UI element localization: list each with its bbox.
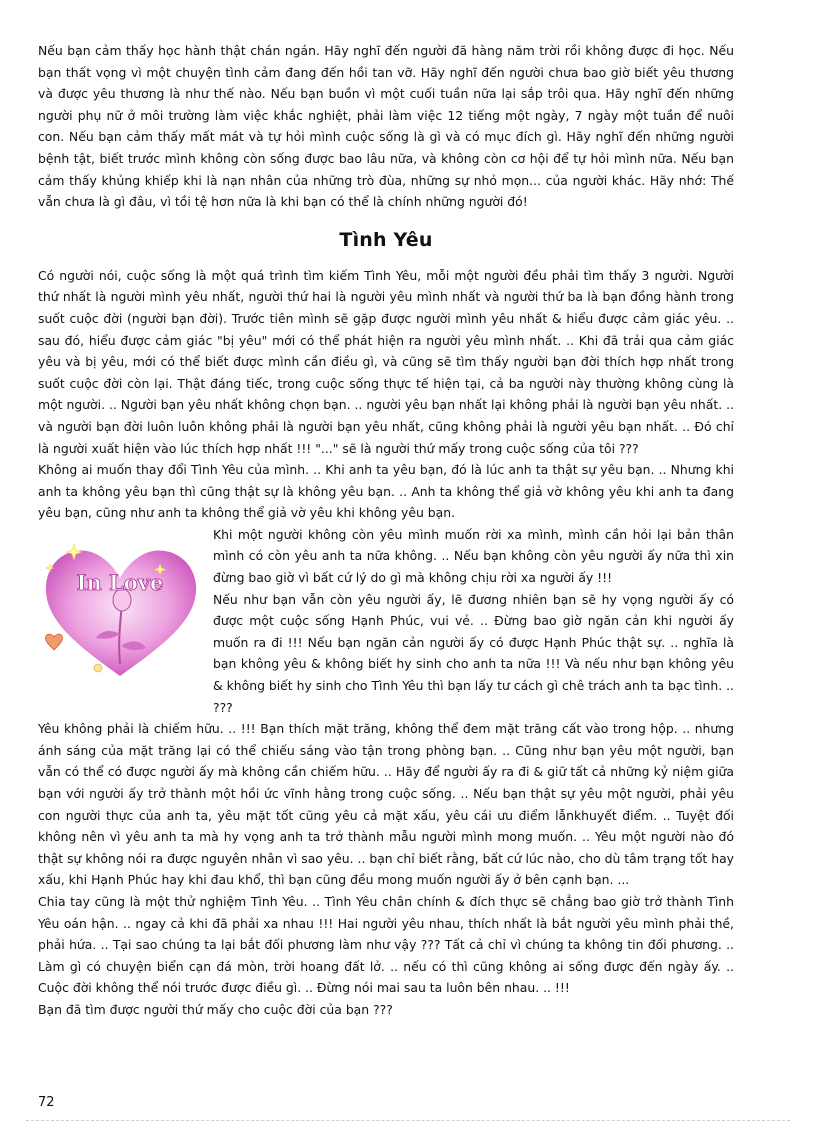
body-paragraph-5: Yêu không phải là chiếm hữu. .. !!! Bạn thích mặt trăng, không thể đem mặt trăng cất vào trong hộp. .. nhưng ánh sáng của mặt trăng lại có thể chiếu sáng vào tận trong phòng bạn. .. Cũng như bạn yêu một người, bạn vẫn có thể có được người ấy mà không cần chiếm hữu. .. Hãy để người ấy ra đi & giữ tất cả những kỷ niệm giữa bạn với người ấy trở thành một hồi ức vĩnh hằng trong cuộc sống. .. Nếu bạn thật sự yêu một người, phải yêu con người thực của anh ta, yêu mặt tốt cũng yêu cả mặt xấu, yêu cái ưu điểm lẫnkhuyết điểm. .. Tuyệt đối không nên vì yêu anh ta mà hy vọng anh ta trở thành mẫu người mình mong muốn. .. Yêu một người nào đó thật sự không nói ra được nguyên nhân vì sao yêu. .. bạn chỉ biết rằng, bất cứ lúc nào, cho dù tâm trạng tốt hay xấu, khi Hạnh Phúc hay khi đau khổ, thì bạn cũng đều mong muốn người ấy ở bên cạnh bạn. ... bbox=[38, 721, 734, 888]
footer-divider bbox=[26, 1120, 790, 1121]
body-paragraph-6: Chia tay cũng là một thử nghiệm Tình Yêu. .. Tình Yêu chân chính & đích thực sẽ chẳng bao giờ trở thành Tình Yêu oán hận. .. ngay cả khi đã phải xa nhau !!! Hai người yêu nhau, thích nhất là bắt người yêu mình phải thề, phải hứa. .. Tại sao chúng ta lại bắt đối phương làm như vậy ??? Tất cả chỉ vì chúng ta không tin đối phương. .. Làm gì có chuyện biển cạn đá mòn, trời hoang đất lở. .. nếu có thì cũng không ai sống được đến ngày ấy. .. Cuộc đời không thể nói trước được điều gì. .. Đừng nói mai sau ta luôn bên nhau. .. !!! bbox=[38, 893, 734, 996]
intro-paragraph: Nếu bạn cảm thấy học hành thật chán ngán. Hãy nghĩ đến người đã hàng năm trời rồi không được đi học. Nếu bạn thất vọng vì một chuyện tình cảm đang đến hồi tan vỡ. Hãy nghĩ đến người chưa bao giờ biết yêu thương và được yêu thương là như thế nào. Nếu bạn buồn vì một cuối tuần nữa lại sắp trôi qua. Hãy nghĩ đến những người phụ nữ ở môi trường làm việc khắc nghiệt, phải làm việc 12 tiếng một ngày, 7 ngày một tuần để nuôi con. Nếu bạn cảm thấy mất mát và tự hỏi mình cuộc sống là gì và có mục đích gì. Hãy nghĩ đến những người bệnh tật, biết trước mình không còn sống được bao lâu nữa, và không còn cơ hội để tự hỏi mình nữa. Nếu bạn cảm thấy khủng khiếp khi là nạn nhân của những trò đùa, những sự nhỏ mọn... của người khác. Hãy nhớ: Thế vẫn chưa là gì đâu, vì tồi tệ hơn nữa là khi bạn có thể là chính những người đó! bbox=[38, 43, 734, 210]
body-paragraph-2: Không ai muốn thay đổi Tình Yêu của mình. .. Khi anh ta yêu bạn, đó là lúc anh ta thật sự yêu bạn. .. Nhưng khi anh ta không yêu bạn thì cũng thật sự là không yêu bạn. .. Anh ta không thể giả vờ không yêu khi anh ta đang yêu bạn, cũng như anh ta không thể giả vờ yêu khi không yêu bạn. bbox=[38, 462, 734, 521]
in-love-caption: In Love bbox=[76, 569, 164, 595]
body-paragraph-3: Khi một người không còn yêu mình muốn rời xa mình, mình cần hỏi lại bản thân mình có còn yêu anh ta nữa không. .. Nếu bạn không còn yêu người ấy nữa thì xin đừng bao giờ vì bất cứ lý do gì mà không chịu rời xa người ấy !!! bbox=[213, 526, 734, 586]
section-title: Tình Yêu bbox=[339, 228, 433, 251]
flower-dot-icon bbox=[94, 664, 102, 672]
in-love-heart-image bbox=[38, 524, 213, 718]
page-number: 72 bbox=[38, 1095, 55, 1110]
body-paragraph-1: Có người nói, cuộc sống là một quá trình tìm kiếm Tình Yêu, mỗi một người đều phải tìm thấy 3 người. Người thứ nhất là người mình yêu nhất, người thứ hai là người yêu mình nhất và người thứ ba là bạn đồng hành trong suốt cuộc đời (người bạn đời). Trước tiên mình sẽ gặp được người mình yêu nhất & hiểu được cảm giác yêu. .. sau đó, hiểu được cảm giác "bị yêu" mới có thể phát hiện ra người yêu mình nhất. .. Khi đã trải qua cảm giác yêu và bị yêu, mới có thể biết được mình cần điều gì, và cũng sẽ tìm thấy người bạn đời thích hợp nhất trong suốt cuộc đời còn lại. Thật đáng tiếc, trong cuộc sống thực tế hiện tại, cả ba người này thường không cùng là một người. .. Người bạn yêu nhất không chọn bạn. .. người yêu bạn nhất lại không phải là người bạn yêu nhất. .. và người bạn đời luôn luôn không phải là người bạn yêu nhất, cũng không phải là người yêu bạn nhất. .. Đó chỉ là người xuất hiện vào lúc thích hợp nhất !!! "..." sẽ là người thứ mấy trong cuộc sống của tôi ??? bbox=[38, 267, 734, 456]
image-side-text bbox=[213, 524, 734, 718]
body-paragraph-7: Bạn đã tìm được người thứ mấy cho cuộc đời của bạn ??? bbox=[38, 1001, 393, 1017]
small-heart-icon bbox=[45, 634, 62, 650]
image-text-block bbox=[38, 524, 734, 718]
page-content bbox=[38, 40, 734, 1021]
heart-illustration bbox=[38, 534, 203, 684]
body-paragraph-4: Nếu như bạn vẫn còn yêu người ấy, lẽ đương nhiên bạn sẽ hy vọng người ấy có được một cuộc sống Hạnh Phúc, vui vẻ. .. Đừng bao giờ ngăn cản khi người ấy muốn ra đi !!! Nếu bạn ngăn cản người ấy có được Hạnh Phúc thật sự. .. nghĩa là bạn không yêu & không biết hy sinh cho anh ta nữa !!! Và nếu như bạn không yêu & không biết hy sinh cho Tình Yêu thì bạn lấy tư cách gì chê trách anh ta bạc tình. .. ??? bbox=[213, 591, 734, 715]
